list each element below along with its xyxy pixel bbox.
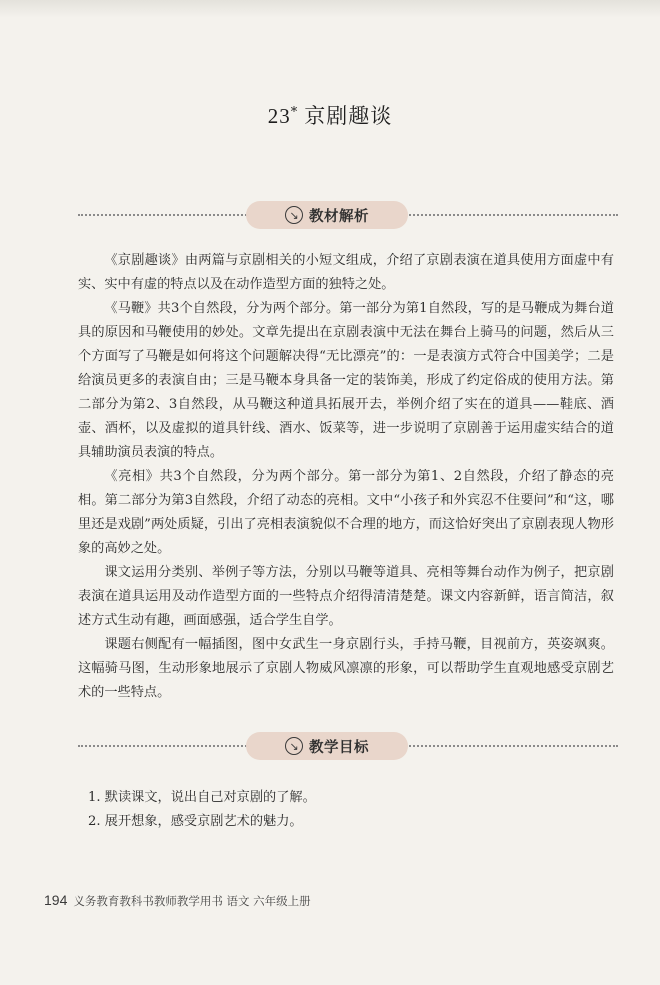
section-header-goals [78, 732, 618, 760]
page-number: 194 [44, 892, 68, 908]
lesson-title-text: 京剧趣谈 [304, 104, 393, 128]
optional-lesson-star: * [290, 105, 299, 120]
section-pill-goals [246, 732, 408, 760]
book-title: 义务教育教科书教师教学用书 语文 六年级上册 [73, 894, 311, 908]
analysis-paragraph: 《马鞭》共3个自然段，分为两个部分。第一部分为第1自然段，写的是马鞭成为舞台道具的原因和马鞭使用的妙处。文章先提出在京剧表演中无法在舞台上骑马的问题，然后从三个方面写了马鞭是如何将这个问题解决得“无比漂亮”的：一是表演方式符合中国美学；二是给演员更多的表演自由；三是马鞭本身具备一定的装饰美，形成了约定俗成的使用方法。第二部分为第2、3自然段，从马鞭这种道具拓展开去，举例介绍了实在的道具——鞋底、酒壶、酒杯，以及虚拟的道具针线、酒水、饭菜等，进一步说明了京剧善于运用虚实结合的道具辅助演员表演的特点。 [78, 301, 614, 460]
goals-list [88, 786, 608, 834]
analysis-paragraph: 课题右侧配有一幅插图，图中女武生一身京剧行头，手持马鞭，目视前方，英姿飒爽。这幅骑马图，生动形象地展示了京剧人物威风凛凛的形象，可以帮助学生直观地感受京剧艺术的一些特点。 [78, 637, 614, 700]
analysis-paragraph: 课文运用分类别、举例子等方法，分别以马鞭等道具、亮相等舞台动作为例子，把京剧表演在道具运用及动作造型方面的一些特点介绍得清清楚楚。课文内容新鲜，语言简洁，叙述方式生动有趣，画面感强，适合学生自学。 [78, 565, 614, 628]
analysis-body [78, 249, 614, 705]
analysis-paragraph: 《亮相》共3个自然段，分为两个部分。第一部分为第1、2自然段，介绍了静态的亮相。第二部分为第3自然段，介绍了动态的亮相。文中“小孩子和外宾忍不住要问”和“这，哪里还是戏剧”两处质疑，引出了亮相表演貌似不合理的地方，而这恰好突出了京剧表现人物形象的高妙之处。 [78, 469, 614, 556]
goal-item: 2. 展开想象，感受京剧艺术的魅力。 [88, 814, 303, 829]
lesson-title [0, 100, 660, 130]
lesson-number: 23 [267, 104, 291, 128]
arrow-circle-icon: ↘ [285, 206, 303, 224]
section-pill-analysis [246, 201, 408, 229]
section-header-analysis [78, 201, 618, 229]
section-label-goals: 教学目标 [309, 739, 369, 756]
section-label-analysis: 教材解析 [309, 208, 369, 225]
arrow-circle-icon: ↘ [285, 737, 303, 755]
analysis-paragraph: 《京剧趣谈》由两篇与京剧相关的小短文组成，介绍了京剧表演在道具使用方面虚中有实、实中有虚的特点以及在动作造型方面的独特之处。 [78, 253, 614, 292]
page-footer [44, 892, 311, 909]
goal-item: 1. 默读课文，说出自己对京剧的了解。 [88, 790, 316, 805]
page-top-band [0, 0, 660, 18]
